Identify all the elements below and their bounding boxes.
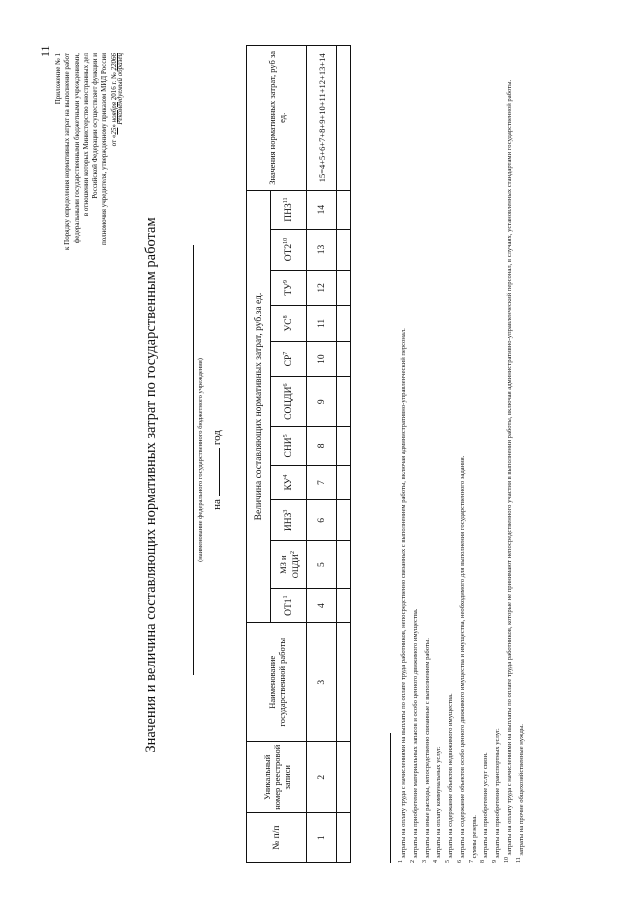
footnote: $^3$ затраты на иные расходы, непосредственно связанные с выполнением работы. xyxy=(421,638,431,863)
empty-cell xyxy=(337,465,351,500)
col-mz-ocdi: МЗ и ОЦДИ$^2$ xyxy=(271,541,307,588)
column-number: 10 xyxy=(307,341,337,377)
column-number-formula: 15=4+5+6+7+8+9+10+11+12+13+14 xyxy=(307,46,337,191)
col-sni: СНИ$^5$ xyxy=(271,427,307,466)
header-work-name: Наименование государственной работы xyxy=(247,623,307,742)
institution-caption: (наименование федерального государственного бюджетного учреждения) xyxy=(197,358,204,562)
empty-cell xyxy=(337,190,351,229)
empty-cell xyxy=(337,46,351,191)
footnote: $^4$ затраты на оплату коммунальных услуг. xyxy=(433,746,443,863)
year-blank xyxy=(210,448,220,496)
column-number: 11 xyxy=(307,306,337,342)
empty-cell xyxy=(337,341,351,377)
header-number: № п/п xyxy=(247,813,307,863)
footnote: $^5$ затраты на содержание объектов недвижимого имущества. xyxy=(445,693,455,863)
appendix-date: от «25» ноября 2016 г. № 22066 xyxy=(109,53,118,147)
document-title: Значения и величина составляющих нормативных затрат по государственным работам xyxy=(143,217,159,753)
header-registry-record: Уникальный номер реестровой записи xyxy=(247,742,307,813)
footnote-rule xyxy=(390,733,391,863)
col-inz: ИНЗ$^3$ xyxy=(271,500,307,541)
footnote: $^2$ затраты на приобретение материальных запасов и особо ценного движимого имущества. xyxy=(409,608,419,863)
footnote: $^{10}$ затраты на оплату труда с начислениями на выплаты по оплате труда работников, которые не принимают непосредственного участия в выполнении работы, включая административно-управленческий персонал, в случаях, установленных стандартами государственной работы. xyxy=(504,79,514,863)
appendix-line: Российской Федерации осуществляет функции и xyxy=(91,53,100,199)
appendix-line: в отношении которых Министерство иностранных дел xyxy=(81,53,90,217)
empty-cell xyxy=(337,813,351,863)
empty-cell xyxy=(337,541,351,588)
column-number: 2 xyxy=(307,742,337,813)
header-normative-value: Значения нормативных затрат, руб за ед. xyxy=(247,46,307,191)
appendix-line: к Порядку определения нормативных затрат на выполнение работ xyxy=(63,53,72,250)
footnotes xyxy=(390,43,527,863)
col-pnz: ПНЗ$^{11}$ xyxy=(271,190,307,229)
institution-line xyxy=(193,245,194,675)
column-number: 12 xyxy=(307,270,337,306)
appendix-line: федеральными государственными бюджетными учреждениями, xyxy=(72,53,81,244)
col-ku: $КУ^4$ xyxy=(271,465,307,500)
recommended-sample-label: Рекомендуемый образец xyxy=(116,53,124,125)
empty-cell xyxy=(337,500,351,541)
appendix-line: полномочия учредителя, утвержденному приказом МИД России xyxy=(100,53,109,246)
empty-cell xyxy=(337,306,351,342)
col-tu: $ТУ^9$ xyxy=(271,270,307,306)
col-us: $УС^8$ xyxy=(271,306,307,342)
column-number: 4 xyxy=(307,588,337,623)
column-number: 9 xyxy=(307,377,337,427)
col-socdi: СОЦДИ$^6$ xyxy=(271,377,307,427)
column-number: 6 xyxy=(307,500,337,541)
empty-cell xyxy=(337,623,351,742)
column-number: 5 xyxy=(307,541,337,588)
empty-cell xyxy=(337,588,351,623)
page-number: 11 xyxy=(38,45,52,57)
empty-cell xyxy=(337,229,351,270)
col-ot1: $ОТ1^1$ xyxy=(271,588,307,623)
col-sr: $СР^7$ xyxy=(271,341,307,377)
footnote: $^8$ затраты на приобретение услуг связи. xyxy=(480,752,490,863)
footnote: $^7$ суммы резерва. xyxy=(468,815,478,863)
footnote: $^{11}$ затраты на прочие общехозяйственные нужды. xyxy=(515,724,525,863)
column-number: 13 xyxy=(307,229,337,270)
empty-cell xyxy=(337,270,351,306)
appendix-line: Приложение № 1 xyxy=(54,53,62,105)
footnote: $^9$ затраты на приобретение транспортных услуг. xyxy=(492,728,502,863)
year-line: нагод xyxy=(211,430,223,510)
footnote: $^1$ затраты на оплату труда с начислениями на выплаты по оплате труда работников, непосредственно связанных с выполнением работы, включая административно-управленческий персонал. xyxy=(398,328,408,863)
empty-cell xyxy=(337,377,351,427)
column-number: 7 xyxy=(307,465,337,500)
appendix-header xyxy=(54,53,119,263)
col-ot2: $ОТ2^{10}$ xyxy=(271,229,307,270)
column-number: 1 xyxy=(307,813,337,863)
column-number: 14 xyxy=(307,190,337,229)
column-number: 3 xyxy=(307,623,337,742)
column-number: 8 xyxy=(307,427,337,466)
empty-cell xyxy=(337,742,351,813)
empty-cell xyxy=(337,427,351,466)
costs-table xyxy=(246,45,351,863)
footnote: $^6$ затраты на содержание объектов особо ценного движимого имущества и имущества, необходимого для выполнения государственного задания. xyxy=(456,455,467,863)
header-cost-components: Величина составляющих нормативных затрат, руб.за ед. xyxy=(247,190,271,623)
